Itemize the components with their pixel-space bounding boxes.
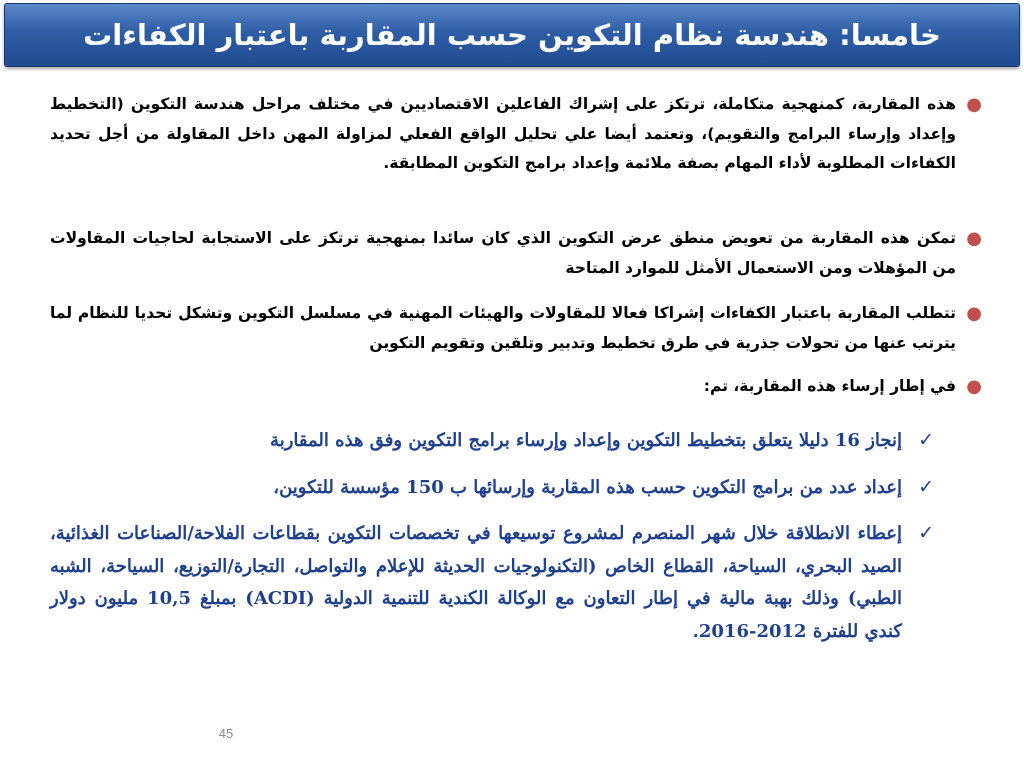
bullet-item-2 — [50, 224, 982, 283]
check-item-3 — [50, 518, 934, 648]
check-item-1 — [50, 425, 934, 458]
bullet-text: تمكن هذه المقاربة من تعويض منطق عرض التكوين الذي كان سائدا بمنهجية ترتكز على الاستجابة لحاجيات المقاولات من المؤهلات ومن الاستعمال الأمثل للموارد المتاحة — [50, 229, 956, 277]
check-item-2 — [50, 472, 934, 505]
bullet-dot-icon: ● — [966, 94, 982, 115]
check-text: إعطاء الانطلاقة خلال شهر المنصرم لمشروع توسيعها في تخصصات التكوين بقطاعات الفلاحة/الصناعات الغذائية، الصيد البحري، السياحة، القطاع الخاص (التكنولوجيات الحديثة للإعلام والتواصل، التجارة/التوزيع، السياحة، الشبه الطبي) وذلك بهبة مالية في إطار التعاون مع الوكالة الكندية للتنمية الدولية (ACDI) بمبلغ 10,5 مليون دولار كندي للفترة 2012-2016. — [50, 523, 903, 642]
page-number: 45 — [218, 726, 234, 741]
checkmark-icon: ✓ — [918, 429, 934, 451]
bullet-item-3 — [50, 299, 982, 358]
bullet-dot-icon: ● — [966, 376, 982, 397]
bullet-dot-icon: ● — [966, 303, 982, 324]
bullet-text: في إطار إرساء هذه المقاربة، تم: — [703, 377, 956, 395]
check-text: إنجاز 16 دليلا يتعلق بتخطيط التكوين وإعداد وإرساء برامج التكوين وفق هذه المقاربة — [270, 430, 902, 451]
bullet-dot-icon: ● — [966, 228, 982, 249]
slide-title: خامسا: هندسة نظام التكوين حسب المقاربة باعتبار الكفاءات — [83, 18, 941, 52]
bullet-text: تتطلب المقاربة باعتبار الكفاءات إشراكا فعالا للمقاولات والهيئات المهنية في مسلسل التكوين وتشكل تحديا للنظام لما يترتب عنها من تحولات جذرية في طرق تخطيط وتدبير وتلقين وتقويم التكوين — [50, 304, 956, 352]
bullet-item-4 — [50, 372, 982, 402]
check-text: إعداد عدد من برامج التكوين حسب هذه المقاربة وإرسائها ب 150 مؤسسة للتكوين، — [273, 477, 902, 498]
checkmark-icon: ✓ — [918, 522, 934, 544]
bullet-text: هذه المقاربة، كمنهجية متكاملة، ترتكز على إشراك الفاعلين الاقتصاديين في مختلف مراحل هندسة التكوين (التخطيط وإعداد وإرساء البرامج والتقويم)، وتعتمد أيضا علي تحليل الواقع الفعلي لمزاولة المهن داخل المقاولة من أجل تحديد الكفاءات المطلوبة لأداء المهام بصفة ملائمة وإعداد برامج التكوين المطابقة. — [50, 95, 956, 172]
bullet-item-1 — [50, 90, 982, 179]
checkmark-icon: ✓ — [918, 476, 934, 498]
